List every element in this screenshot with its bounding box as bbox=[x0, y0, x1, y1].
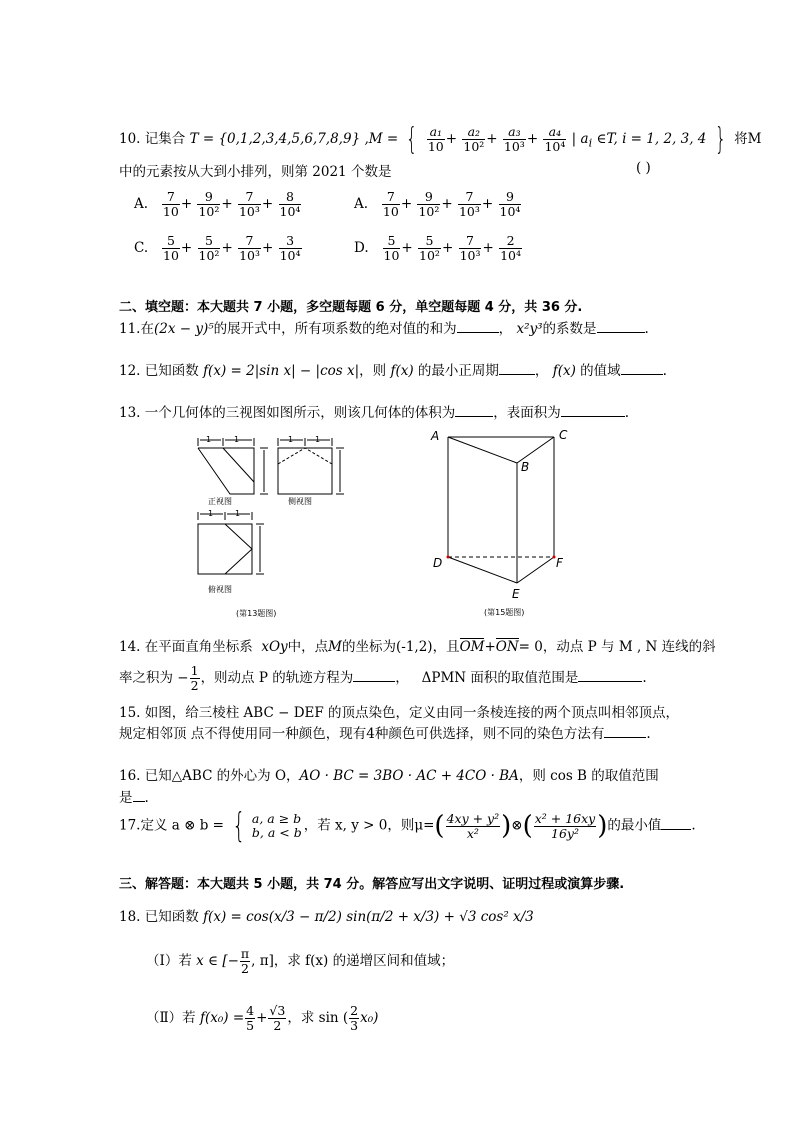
q18-p1a: （Ⅰ）若 bbox=[146, 953, 192, 969]
q11-expr: (2x − y)⁵ bbox=[153, 321, 214, 337]
option-frac: $\frac{7}{10}$ bbox=[162, 189, 179, 219]
q10-m-frac1: $\frac{\text{a₁}}{10}$ bbox=[427, 124, 444, 154]
left-brace-icon: { bbox=[406, 122, 418, 157]
q10-option-a1[interactable]: A. $\frac{7}{10}$ + $\frac{9}{\text{10²}}$ + $\frac{7}{\text{10³}}$ + $\frac{8}{\text{10⁴}}$ bbox=[134, 189, 301, 219]
option-label: D. bbox=[354, 240, 369, 256]
q10-option-d[interactable]: D. $\frac{5}{10}$ + $\frac{5}{\text{10²}}$ + $\frac{7}{\text{10³}}$ + $\frac{2}{\text{10⁴}}$ bbox=[354, 233, 522, 263]
q12-e: 的值域 bbox=[580, 363, 621, 379]
q16-line2-text: 是 bbox=[119, 790, 133, 806]
q10-set-t: T = {0,1,2,3,4,5,6,7,8,9} bbox=[189, 131, 361, 147]
q12-expr: f(x) = 2|sin x| − |cos x| bbox=[203, 363, 360, 379]
q12-blank-2[interactable] bbox=[621, 362, 663, 375]
q14-m: M bbox=[328, 639, 342, 655]
option-frac: $\frac{7}{\text{10³}}$ bbox=[238, 189, 260, 219]
q10-line1: 10. 记集合 T = {0,1,2,3,4,5,6,7,8,9} ,M = { $\frac{\text{a₁}}{10}$ + $\frac{\text{a₂}}{\text{10²}}$ + $\frac{\text{a₃}}{\text{10³}}$ + $\frac{\text{a₄}}{\text{10⁴}}$ | $a_i$ ∈T, i = 1, 2, 3, 4 } 将M bbox=[119, 122, 762, 157]
option-frac: $\frac{9}{\text{10²}}$ bbox=[198, 189, 220, 219]
option-frac: $\frac{7}{\text{10³}}$ bbox=[239, 233, 260, 263]
q14-c: 的坐标为 bbox=[342, 639, 396, 655]
q12-d: ， bbox=[534, 363, 549, 379]
q14-blank-2[interactable] bbox=[578, 669, 642, 682]
q18-p2-frac3: $\frac{2}{3}$ bbox=[350, 1003, 359, 1033]
q14-e: = 0 bbox=[518, 639, 543, 655]
vertex-a-label: A bbox=[431, 429, 440, 443]
side-view-label: 侧视图 bbox=[288, 497, 312, 506]
q18-part2: （Ⅱ）若 f(x₀) = $\frac{4}{5}$ + $\frac{√3}{2}$ ，求 sin ( $\frac{2}{3}$ x₀) bbox=[146, 1003, 379, 1033]
q11-blank-1[interactable] bbox=[457, 320, 499, 333]
dim-label: 1 bbox=[234, 435, 240, 444]
q14-a: 14. 在平面直角坐标系 bbox=[119, 639, 253, 655]
q16-a: 16. 已知△ABC 的外心为 O， bbox=[119, 768, 300, 784]
dim-label: 1 bbox=[288, 435, 294, 444]
vertex-b-label: B bbox=[521, 460, 530, 474]
option-frac: $\frac{8}{\text{10⁴}}$ bbox=[279, 189, 301, 219]
q16-expr: AO · BC = 3BO · AC + 4CO · BA bbox=[299, 768, 519, 784]
q14-line2: 率之积为 − $\frac{1}{2}$ ，则动点 P 的轨迹方程为 ， ΔPMN 面积的取值范围是 . bbox=[119, 663, 647, 693]
q14-b: 中，点 bbox=[287, 639, 329, 655]
q17: 17.定义 a ⊗ b = { a, a ≥ b b, a < b ，若 x, y > 0，则μ=( $\frac{\text{4xy + y²}}{\text{x²}}$ )⊗( $\frac{\text{x² + 16xy}}{\text{16y²}}$ )的最小值 . bbox=[119, 806, 696, 846]
top-view bbox=[198, 512, 264, 574]
q12-fx: f(x) bbox=[390, 363, 414, 379]
front-view bbox=[198, 438, 268, 494]
q17-c: 的最小值 bbox=[607, 817, 662, 834]
q15-line1: 15. 如图，给三棱柱 ABC − DEF 的顶点染色，定义由同一条棱连接的两个顶点叫相邻顶点， bbox=[119, 705, 680, 721]
section-2-heading: 二、填空题：本大题共 7 小题，多空题每题 6 分，单空题每题 4 分，共 36 分. bbox=[119, 300, 583, 315]
q10-prefix: 10. 记集合 bbox=[119, 131, 186, 147]
q10-m-frac3: $\frac{\text{a₃}}{\text{10³}}$ bbox=[503, 124, 525, 154]
q10-suffix: 将M bbox=[734, 131, 762, 147]
option-frac: $\frac{3}{\text{10⁴}}$ bbox=[279, 233, 301, 263]
q15-line2: 规定相邻顶 点不得使用同一种颜色，现有4种颜色可供选择，则不同的染色方法有 . bbox=[119, 726, 651, 742]
q10-m-ai: a bbox=[580, 131, 589, 147]
q11-c: ， bbox=[498, 321, 513, 337]
figure-13-three-views bbox=[190, 428, 360, 620]
left-brace-icon: { bbox=[232, 806, 246, 846]
q18-part1 bbox=[146, 947, 454, 976]
q14-coord: (-1,2) bbox=[396, 639, 433, 655]
q11-d: 的系数是 bbox=[542, 321, 597, 337]
option-label: A. bbox=[134, 196, 149, 212]
dim-label: 1 bbox=[208, 509, 214, 518]
q13-blank-1[interactable] bbox=[455, 404, 493, 417]
q12-a: 12. 已知函数 bbox=[119, 363, 199, 379]
q11-a: 11.在 bbox=[119, 321, 154, 337]
q13-text: 13. 一个几何体的三视图如图所示，则该几何体的体积为 bbox=[119, 405, 456, 421]
q16-b: ，则 cos B 的取值范围 bbox=[518, 768, 659, 784]
option-frac: $\frac{2}{\text{10⁴}}$ bbox=[500, 233, 522, 263]
q17-cases: a, a ≥ b b, a < b bbox=[251, 811, 302, 840]
vertex-d-label: D bbox=[433, 556, 443, 570]
vertex-f-label: F bbox=[556, 556, 563, 570]
option-frac: $\frac{7}{\text{10³}}$ bbox=[459, 233, 481, 263]
q10-m-frac4: $\frac{\text{a₄}}{\text{10⁴}}$ bbox=[544, 124, 566, 154]
option-frac: $\frac{9}{\text{10⁴}}$ bbox=[499, 189, 521, 219]
q13: 13. 一个几何体的三视图如图所示，则该几何体的体积为 ，表面积为 . bbox=[119, 405, 630, 421]
q11-b: 的展开式中，所有项系数的绝对值的和为 bbox=[213, 321, 457, 337]
q11-blank-2[interactable] bbox=[597, 320, 645, 333]
q10-line2: 中的元素按从大到小排列，则第 2021 个数是 bbox=[119, 164, 392, 180]
side-view bbox=[278, 438, 344, 494]
q18-p2-frac2: $\frac{√3}{2}$ bbox=[269, 1003, 286, 1033]
q18-p1b: x ∈ [− bbox=[196, 953, 239, 969]
q12-c: 的最小正周期 bbox=[417, 363, 499, 379]
section-3-heading: 三、解答题：本大题共 5 小题，共 74 分。解答应写出文字说明、证明过程或演算步骤. bbox=[119, 877, 625, 892]
q18-stem bbox=[119, 905, 534, 925]
vertex-c-label: C bbox=[559, 428, 568, 442]
q17-frac1: $\frac{\text{4xy + y²}}{\text{x²}}$ bbox=[446, 810, 500, 841]
option-frac: $\frac{5}{10}$ bbox=[163, 233, 179, 263]
dim-label: 1 bbox=[315, 435, 321, 444]
q16-line1 bbox=[119, 764, 659, 784]
top-view-label: 俯视图 bbox=[208, 585, 232, 594]
q11-term: x²y³ bbox=[516, 321, 543, 337]
q14-vec-on: ON bbox=[495, 639, 519, 655]
q10-m-cond: ∈T, i = 1, 2, 3, 4 bbox=[596, 131, 707, 147]
q11: 11.在(2x − y)⁵的展开式中，所有项系数的绝对值的和为 ， x²y³的系数是 . bbox=[119, 321, 649, 337]
q15-line2-text: 规定相邻顶 点不得使用同一种颜色，现有4种颜色可供选择，则不同的染色方法有 bbox=[119, 726, 605, 742]
q10-m-frac2: $\frac{\text{a₂}}{\text{10²}}$ bbox=[463, 124, 485, 154]
option-frac: $\frac{9}{\text{10²}}$ bbox=[418, 189, 440, 219]
option-frac: $\frac{5}{10}$ bbox=[383, 233, 400, 263]
option-label: C. bbox=[134, 240, 149, 256]
q15-blank[interactable] bbox=[604, 725, 646, 738]
q14-vec-om: OM bbox=[459, 639, 485, 655]
q14-j: ΔPMN 面积的取值范围是 bbox=[421, 670, 579, 686]
q13-blank-2[interactable] bbox=[561, 404, 625, 417]
option-frac: $\frac{7}{\text{10³}}$ bbox=[458, 189, 480, 219]
option-frac: $\frac{5}{\text{10²}}$ bbox=[419, 233, 440, 263]
figure-15-caption: (第15题图) bbox=[484, 608, 525, 617]
q13-b: ，表面积为 bbox=[493, 405, 561, 421]
figure-15-prism bbox=[424, 426, 584, 622]
q12-blank-1[interactable] bbox=[499, 362, 535, 375]
q14-line1: 14. 在平面直角坐标系 xOy中，点M的坐标为(-1,2)，且OM+ON= 0，动点 P 与 M , N 连线的斜 bbox=[119, 639, 716, 655]
q18-p2j: x₀) bbox=[360, 1010, 379, 1026]
q14-i: ， bbox=[395, 670, 409, 686]
q14-d: ，且 bbox=[432, 639, 460, 655]
q18-a: 18. 已知函数 bbox=[119, 909, 199, 925]
option-frac: $\frac{5}{\text{10²}}$ bbox=[198, 233, 220, 263]
q18-p2b: f(x₀) = bbox=[199, 1010, 245, 1026]
q10-option-a2[interactable]: A. $\frac{7}{10}$ + $\frac{9}{\text{10²}}$ + $\frac{7}{\text{10³}}$ + $\frac{9}{\text{10⁴}}$ bbox=[354, 189, 521, 219]
q10-option-c[interactable]: C. $\frac{5}{10}$ + $\frac{5}{\text{10²}}$ + $\frac{7}{\text{10³}}$ + $\frac{3}{\text{10⁴}}$ bbox=[134, 233, 301, 263]
q18-expr: f(x) = cos(x/3 − π/2) sin(π/2 + x/3) + √3 cos² x/3 bbox=[203, 909, 534, 925]
q16-blank[interactable] bbox=[133, 789, 145, 802]
q10-set-m-head: ,M = bbox=[364, 131, 399, 147]
q14-blank-1[interactable] bbox=[353, 669, 395, 682]
vertex-e-label: E bbox=[512, 587, 520, 601]
q14-frac: $\frac{1}{2}$ bbox=[190, 663, 199, 693]
q17-a: 17.定义 a ⊗ b = bbox=[119, 817, 224, 834]
q12-b: ，则 bbox=[359, 363, 387, 379]
q12: 12. 已知函数 f(x) = 2|sin x| − |cos x|，则 f(x) 的最小正周期 ， f(x) 的值域 . bbox=[119, 363, 667, 379]
front-view-label: 正视图 bbox=[208, 497, 232, 506]
dim-label: 1 bbox=[235, 509, 241, 518]
q18-p1-frac: $\frac{\pi}{2}$ bbox=[240, 946, 250, 976]
q14-h: ，则动点 P 的轨迹方程为 bbox=[200, 670, 354, 686]
q18-p2g: ，求 sin ( bbox=[287, 1010, 349, 1026]
dim-label: 1 bbox=[206, 435, 212, 444]
q17-blank[interactable] bbox=[661, 817, 691, 830]
q17-frac2: $\frac{\text{x² + 16xy}}{\text{16y²}}$ bbox=[534, 810, 596, 841]
figure-13-caption: (第13题图) bbox=[236, 609, 277, 618]
q14-f: ，动点 P 与 M , N 连线的斜 bbox=[542, 639, 716, 655]
q18-p2a: （Ⅱ）若 bbox=[146, 1010, 196, 1026]
right-brace-icon: } bbox=[714, 122, 726, 157]
q14-g: 率之积为 − bbox=[119, 670, 189, 686]
option-frac: $\frac{7}{10}$ bbox=[382, 189, 399, 219]
option-label: A. bbox=[354, 196, 369, 212]
q18-p2-frac1: $\frac{4}{5}$ bbox=[246, 1003, 255, 1033]
q10-paren: ( ) bbox=[636, 160, 651, 176]
q12-fx-2: f(x) bbox=[552, 363, 576, 379]
q17-b: ，若 x, y > 0，则μ= bbox=[303, 817, 435, 834]
q16-line2: 是 . bbox=[119, 790, 149, 806]
q14-xoy: xOy bbox=[261, 639, 288, 655]
q18-p1e: , π]，求 f(x) 的递增区间和值域； bbox=[251, 953, 455, 969]
